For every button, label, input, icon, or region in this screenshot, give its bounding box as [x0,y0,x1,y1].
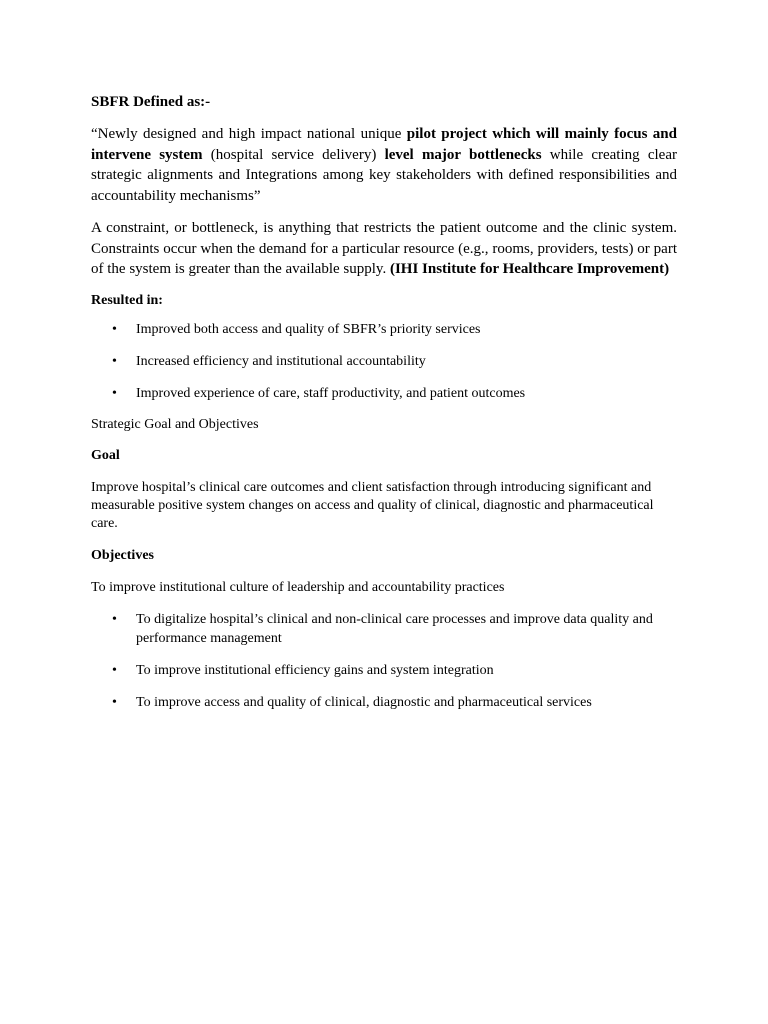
quote-text-1: “Newly designed and high impact national unique [91,126,407,142]
list-item [91,610,677,648]
list-item-text: Improved both access and quality of SBFR’s priority services [136,321,481,337]
constraint-text: A constraint, or bottleneck, is anything that restricts the patient outcome and the clinic system. Constraints occur when the demand for a particular resource (e.g., rooms, providers, tests) or part of the system is greater than the available supply. [91,220,677,277]
objectives-heading: Objectives [91,547,154,563]
list-item-text: To improve institutional efficiency gains and system integration [136,662,494,678]
results-heading: Resulted in: [91,292,163,308]
quote-bold-1: pilot project which will mainly focus and intervene system [91,126,677,163]
constraint-source: (IHI Institute for Healthcare Improvement) [389,261,670,277]
definition-heading: SBFR Defined as:- [91,94,211,110]
bullet-icon: • [112,385,117,401]
objectives-list [91,610,677,712]
list-item-text: Improved experience of care, staff productivity, and patient outcomes [136,385,526,401]
objectives-intro: To improve institutional culture of leadership and accountability practices [91,579,505,595]
document-body [91,92,677,725]
goal-text: Improve hospital’s clinical care outcomes and client satisfaction through introducing significant and measurable positive system changes on access and quality of clinical, diagnostic and pharmaceutical care. [91,479,654,531]
list-item [91,693,677,712]
bullet-icon: • [112,611,117,627]
quote-text-2: (hospital service delivery) [202,146,385,163]
constraint-paragraph [91,218,677,280]
list-item [91,661,677,680]
list-item-text: To improve access and quality of clinical, diagnostic and pharmaceutical services [136,694,592,710]
results-list [91,320,677,403]
definition-quote [91,124,677,206]
list-item-text: To digitalize hospital’s clinical and non-clinical care processes and improve data quality and performance management [136,611,653,646]
quote-text-3: while creating clear strategic alignments and Integrations among key stakeholders with defined responsibilities and accountability mechanisms” [91,146,677,204]
bullet-icon: • [112,321,117,337]
quote-bold-2: level major bottlenecks [384,146,542,163]
bullet-icon: • [112,353,117,369]
list-item [91,384,677,403]
strategy-title: Strategic Goal and Objectives [91,416,259,432]
list-item [91,320,677,339]
goal-heading: Goal [91,447,120,463]
bullet-icon: • [112,694,117,710]
bullet-icon: • [112,662,117,678]
list-item-text: Increased efficiency and institutional accountability [136,353,426,369]
list-item [91,352,677,371]
